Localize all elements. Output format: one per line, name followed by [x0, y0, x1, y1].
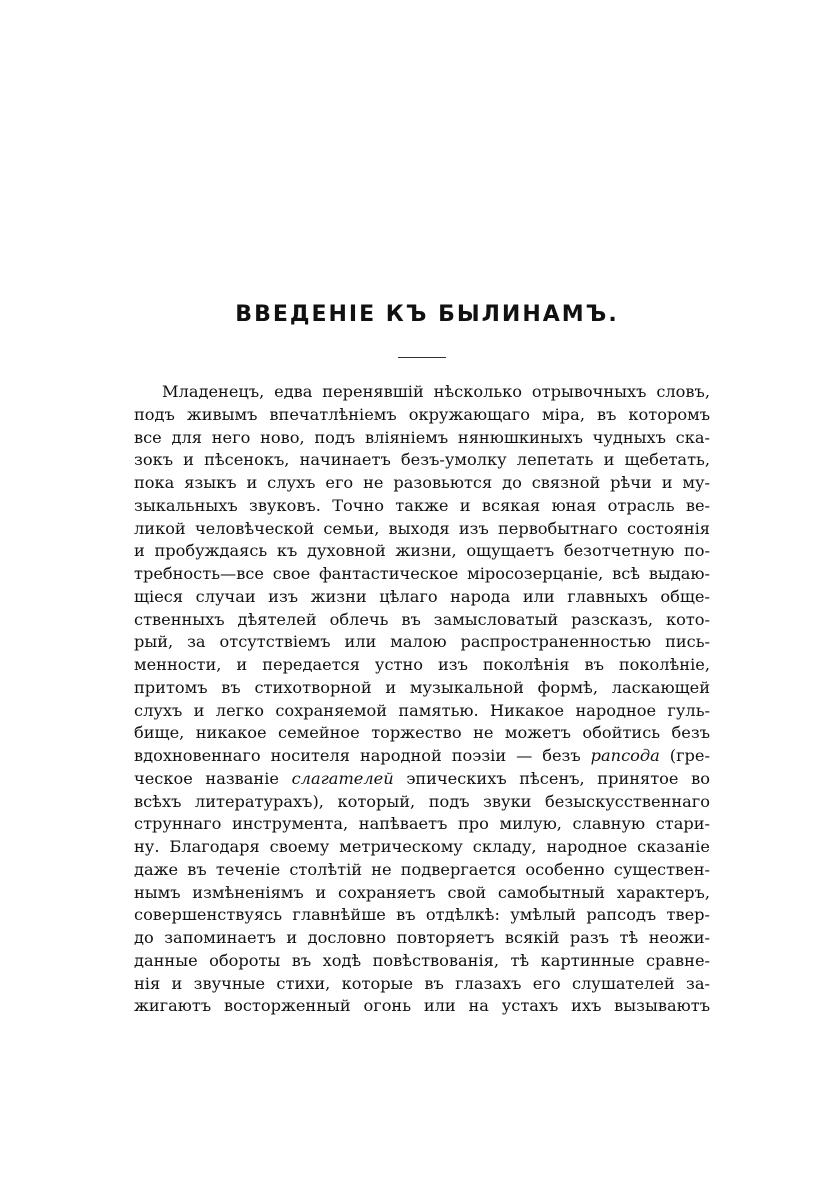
text-line: зокъ и пѣсенокъ, начинаетъ безъ-умолку лепетать и щебетать, [134, 450, 710, 470]
text-line: нымъ измѣненіямъ и сохраняетъ свой самобытный характеръ, [134, 882, 710, 902]
text-segment: (гре- [669, 746, 710, 765]
text-segment: эпическихъ пѣсенъ, принятое во [406, 768, 710, 788]
text-line: подъ живымъ впечатлѣніемъ окружающаго міра, въ которомъ [134, 404, 710, 424]
text-line: и пробуждаясь къ духовной жизни, ощущаетъ безотчетную по- [134, 541, 710, 561]
text-segment: ческое названіе [134, 768, 279, 788]
text-line: бище, никакое семейное торжество не можетъ обойтись безъ [134, 723, 710, 743]
text-line: рый, за отсутствіемъ или малою распространенностью пись- [134, 632, 710, 652]
italic-term-rhapsode: рапсода [590, 746, 660, 765]
text-line: притомъ въ стихотворной и музыкальной формѣ, ласкающей [134, 677, 710, 697]
text-line: струннаго инструмента, напѣваетъ про милую, славную стари- [134, 814, 710, 834]
text-line: всѣхъ литературахъ), который, подъ звуки безыскусственнаго [134, 791, 710, 811]
text-line: менности, и передается устно изъ поколѣнія въ поколѣніе, [134, 655, 710, 674]
text-line: ственныхъ дѣятелей облечь въ замысловатый разсказъ, кото- [134, 609, 710, 629]
text-line: все для него ново, подъ вліяніемъ нянюшкиныхъ чудныхъ ска- [134, 427, 710, 447]
text-line: Младенецъ, едва перенявшій нѣсколько отрывочныхъ словъ, [162, 382, 710, 401]
text-line: ликой человѣческой семьи, выходя изъ первобытнаго состоянія [134, 518, 710, 538]
text-line: слухъ и легко сохраняемой памятью. Никакое народное гуль- [134, 700, 710, 720]
italic-term-composers: слагателей [291, 768, 394, 788]
body-text [134, 381, 710, 1018]
text-line: щіеся случаи изъ жизни цѣлаго народа или главныхъ обще- [134, 586, 710, 606]
title-divider [398, 357, 446, 358]
text-line: ну. Благодаря своему метрическому складу, народное сказаніе [134, 837, 710, 856]
text-line: данные обороты въ ходѣ повѣствованія, тѣ картинные сравне- [134, 950, 710, 970]
text-line: жигаютъ восторженный огонь или на устахъ ихъ вызываютъ [134, 996, 710, 1016]
text-line: зыкальныхъ звуковъ. Точно также и всякая юная отрасль ве- [134, 495, 710, 515]
text-line-mixed [134, 768, 710, 791]
text-line: пока языкъ и слухъ его не разовьются до связной рѣчи и му- [134, 473, 710, 492]
text-line: совершенствуясь главнѣйше въ отдѣлкѣ: умѣлый рапсодъ твер- [134, 905, 710, 925]
page-title: ВВЕДЕНІЕ КЪ БЫЛИНАМЪ. [235, 302, 619, 327]
text-line: требность—все свое фантастическое міросозерцаніе, всѣ выдаю- [134, 564, 710, 583]
text-line: даже въ теченіе столѣтій не подвергается особенно существен- [134, 859, 710, 879]
text-line-mixed [134, 745, 710, 768]
text-line: нія и звучные стихи, которые въ глазахъ его слушателей за- [134, 973, 710, 993]
text-segment: вдохновеннаго носителя народной поэзіи — безъ [134, 746, 581, 765]
text-line: до запоминаетъ и дословно повторяетъ всякій разъ тѣ неожи- [134, 928, 710, 947]
